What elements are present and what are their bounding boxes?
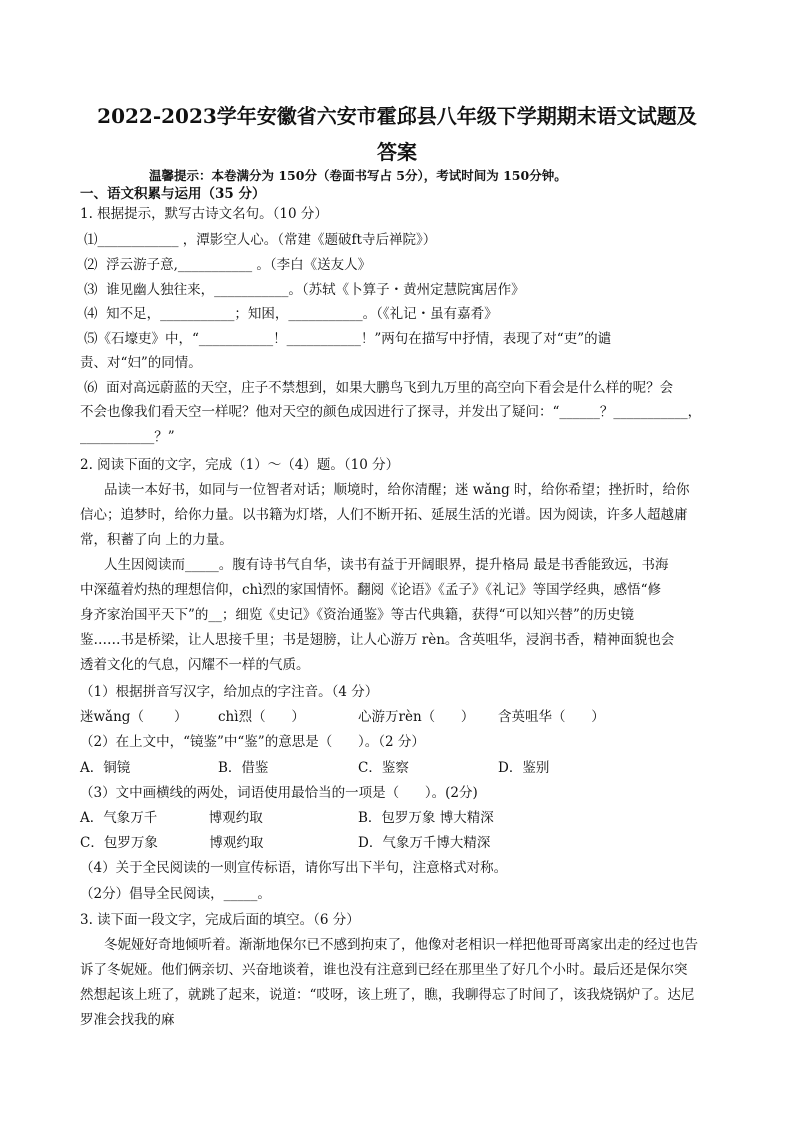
question-1-item-1: ⑴____________ ，潭影空人心。（常建《题破ft寺后禅院》）: [84, 232, 437, 248]
pinyin-item: 心游万rèn（ ）: [358, 709, 475, 725]
subquestion-4-answer: （2分）倡导全民阅读，_____。: [80, 886, 271, 902]
subquestion-2: （2）在上文中，“镜鉴”中“鉴”的意思是（ ）。（2 分）: [80, 734, 425, 750]
option-b: B．包罗万象 博大精深: [358, 810, 494, 826]
subquestion-4: （4）关于全民阅读的一则宣传标语，请你写出下半句，注意格式对称。: [80, 860, 508, 876]
option-d: D．气象万千博大精深: [358, 835, 491, 851]
exam-notice: 温馨提示：本卷满分为 150分（卷面书写占 5分），考试时间为 150分钟。: [149, 168, 567, 183]
pinyin-item: 含英咀华（ ）: [498, 709, 605, 725]
subquestion-1: （1）根据拼音写汉字，给加点的字注音。（4 分）: [80, 684, 379, 700]
option-a: A．铜镜: [80, 760, 131, 776]
passage-paragraph-1-line-3: 常，积蓄了向 上的力量。: [80, 532, 233, 548]
pinyin-item: 迷wǎng（ ）: [80, 709, 188, 725]
option-d: D．鉴别: [498, 760, 550, 776]
passage-3-line-3: 然想起该上班了，就跳了起来，说道：“哎呀，该上班了，瞧，我聊得忘了时间了，该我烧锅炉了。达尼: [80, 987, 695, 1003]
subquestion-3: （3）文中画横线的两处，词语使用最恰当的一项是（ ）。(2分): [80, 785, 478, 801]
option-b: B．借鉴: [218, 760, 269, 776]
question-1-item-5-cont: 责、对“妇”的同情。: [80, 355, 202, 371]
question-1-item-3: ⑶ 谁见幽人独往来，___________。（苏轼《卜算子・黄州定慧院寓居作》: [84, 282, 525, 298]
passage-paragraph-2-line-2: 中深蕴着灼热的理想信仰，chì烈的家国情怀。翻阅《论语》《孟子》《礼记》等国学经典，感悟“修: [80, 582, 661, 598]
passage-paragraph-1-line-2: 信心；追梦时，给你力量。以书籍为灯塔，人们不断开拓、延展生活的光谱。因为阅读，许多人超越庸: [80, 507, 688, 523]
question-1-item-6-cont: 不会也像我们看天空一样呢？他对天空的颜色成因进行了探寻，并发出了疑问：“______？___________，: [80, 404, 702, 420]
passage-paragraph-2-line-4: 鉴……书是桥梁，让人思接千里；书是翅膀，让人心游万 rèn。含英咀华，浸润书香，精神面貌也会: [80, 632, 675, 648]
option-a: A．气象万千 博观约取: [80, 810, 263, 826]
pinyin-item: chì烈（ ）: [218, 709, 305, 725]
passage-3-line-1: 冬妮娅好奇地倾听着。渐渐地保尔已不感到拘束了，他像对老相识一样把他哥哥离家出走的经过也告: [104, 937, 698, 953]
passage-paragraph-2-line-5: 透着文化的气息，闪耀不一样的气质。: [80, 657, 310, 673]
option-c: C．包罗万象 博观约取: [80, 835, 264, 851]
passage-paragraph-2: 人生因阅读而_____。腹有诗书气自华，读书有益于开阔眼界，提升格局 最是书香能致远，书海: [104, 557, 669, 573]
question-1-item-6: ⑹ 面对高远蔚蓝的天空，庄子不禁想到，如果大鹏鸟飞到九万里的高空向下看会是什么样的呢？会: [84, 380, 674, 396]
question-1-item-5: ⑸《石壕吏》中，“___________！___________！”两句在描写中抒情，表现了对“吏”的谴: [84, 331, 612, 347]
question-3-stem: 3. 读下面一段文字，完成后面的填空。（6 分）: [80, 912, 360, 928]
document-title-continued: 答案: [377, 140, 417, 164]
option-c: C．鉴察: [358, 760, 409, 776]
question-2-stem: 2. 阅读下面的文字，完成（1）～（4）题。（10 分）: [80, 457, 400, 473]
question-1-stem: 1. 根据提示，默写古诗文名句。（10 分）: [80, 206, 328, 222]
passage-paragraph-2-line-3: 身齐家治国平天下”的__；细览《史记》《资治通鉴》等古代典籍，获得“可以知兴替”的历史镜: [80, 607, 634, 623]
passage-3-line-2: 诉了冬妮娅。他们俩亲切、兴奋地谈着，谁也没有注意到已经在那里坐了好几个小时。最后还是保尔突: [80, 962, 688, 978]
question-1-item-2: ⑵ 浮云游子意,___________ 。（李白《送友人》: [84, 257, 372, 273]
section-heading: 一、语文积累与运用（35 分）: [80, 186, 266, 202]
document-title: 2022-2023学年安徽省六安市霍邱县八年级下学期期末语文试题及: [97, 104, 697, 128]
question-1-item-4: ⑷ 知不足，___________；知困，___________。（《礼记・虽有嘉肴》: [84, 306, 498, 322]
passage-paragraph-1: 品读一本好书，如同与一位智者对话；顺境时，给你清醒；迷 wǎng 时，给你希望；挫折时，给你: [104, 482, 690, 498]
question-1-item-6-end: ___________？”: [80, 429, 175, 445]
passage-3-line-4: 罗准会找我的麻: [80, 1012, 175, 1028]
